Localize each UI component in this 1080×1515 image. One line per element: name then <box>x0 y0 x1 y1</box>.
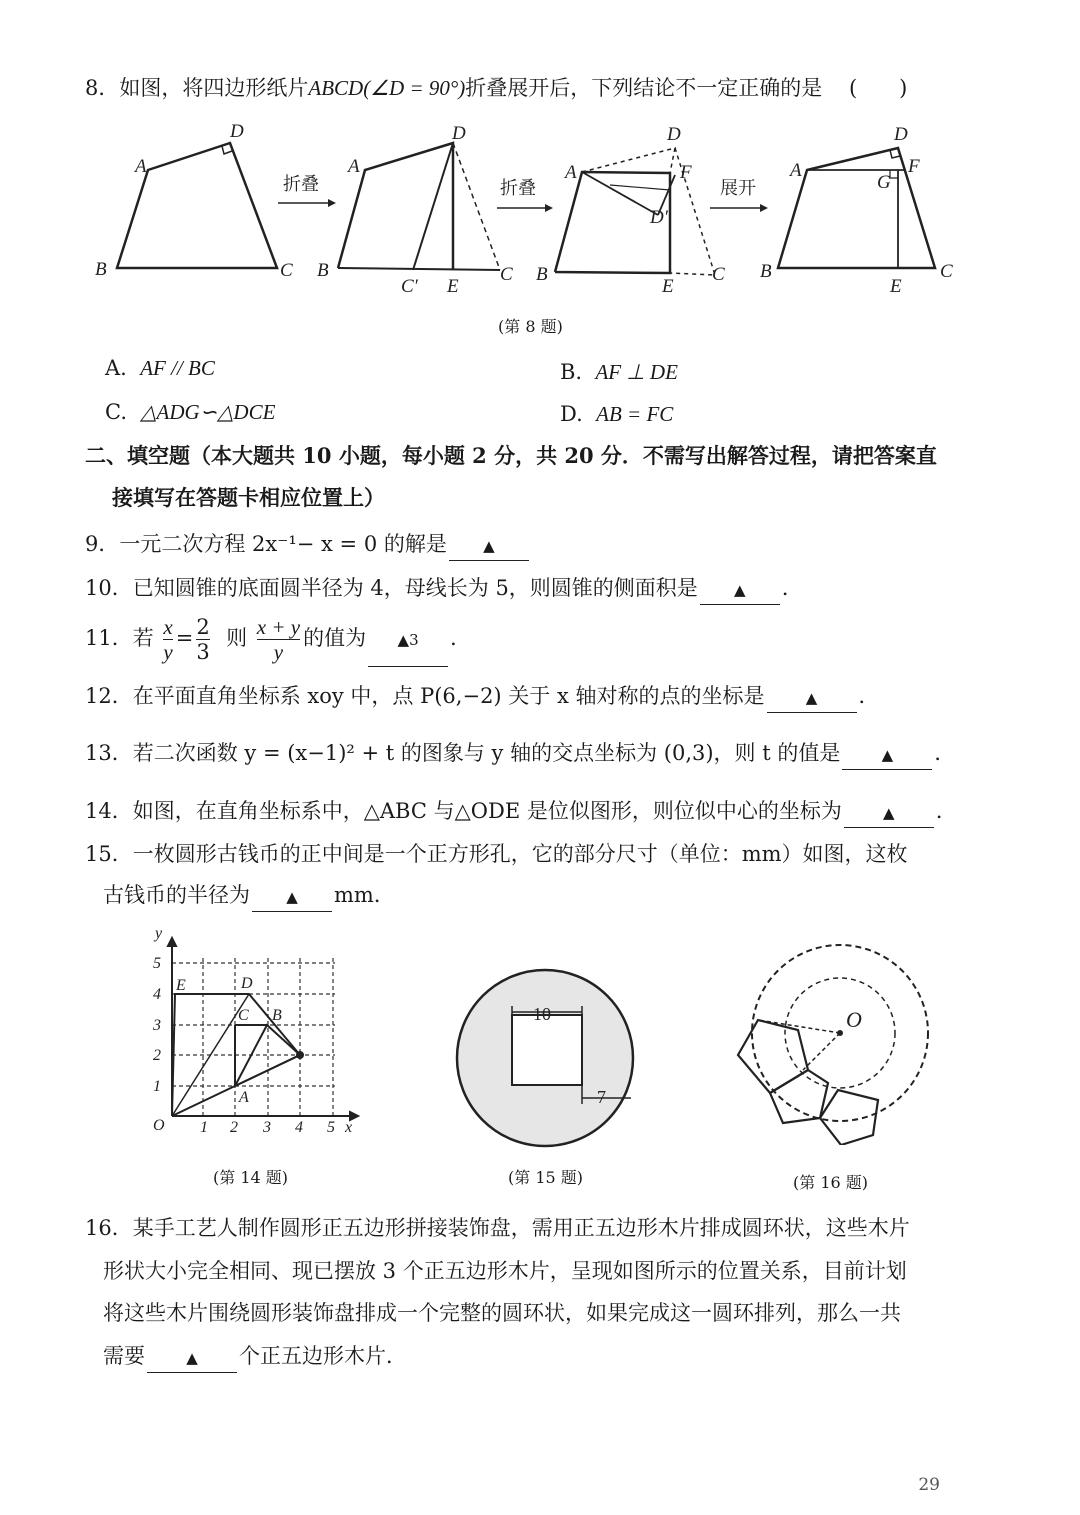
section2-title: 二、填空题（本大题共 10 小题，每小题 2 分，共 20 分．不需写出解答过程，请把答案直 <box>85 443 937 468</box>
svg-text:1: 1 <box>153 1078 161 1095</box>
svg-text:B: B <box>317 260 329 281</box>
svg-text:4: 4 <box>295 1119 303 1136</box>
svg-text:B: B <box>272 1007 282 1024</box>
q12: 12．在平面直角坐标系 xoy 中，点 P(6,−2) 关于 x 轴对称的点的坐标是 ▲ ． <box>85 682 880 713</box>
svg-text:A: A <box>135 156 147 177</box>
q11: 11．若 $\frac{x}{y}$ = $\frac{2}{3}$ 则 $\frac{x + y}{y}$ 的值为 ▲3 ． <box>85 612 471 667</box>
q13: 13．若二次函数 y = (x−1)² + t 的图象与 y 轴的交点坐标为 (0,3)，则 t 的值是 ▲ ． <box>85 739 955 770</box>
svg-text:C′: C′ <box>401 276 418 297</box>
page-number: 29 <box>918 1475 940 1495</box>
svg-text:4: 4 <box>153 986 161 1003</box>
fold-label-2: 折叠 <box>500 178 536 199</box>
svg-text:5: 5 <box>153 955 161 972</box>
q8-caption: (第 8 题) <box>498 317 563 336</box>
q8-option-d: D. AB = FC <box>560 402 674 426</box>
svg-text:C: C <box>712 264 725 285</box>
svg-text:2: 2 <box>153 1047 161 1064</box>
svg-text:F: F <box>908 156 920 177</box>
q16-line2: 形状大小完全相同、现已摆放 3 个正五边形木片，呈现如图所示的位置关系，目前计划 <box>103 1259 907 1283</box>
q16-line1: 16．某手工艺人制作圆形正五边形拼接装饰盘，需用正五边形木片排成圆环状，这些木片 <box>85 1216 910 1240</box>
svg-text:D: D <box>452 123 466 144</box>
svg-text:C: C <box>500 264 513 285</box>
svg-text:C: C <box>940 261 953 282</box>
svg-text:E: E <box>447 276 459 297</box>
q8-option-a: A. AF // BC <box>105 356 215 380</box>
q9: 9．一元二次方程 2x⁻¹− x = 0 的解是 ▲ <box>85 530 531 561</box>
svg-text:A: A <box>790 160 802 181</box>
svg-text:D: D <box>230 121 244 142</box>
q10: 10．已知圆锥的底面圆半径为 4，母线长为 5，则圆锥的侧面积是 ▲ ． <box>85 574 803 605</box>
coin-dim-7: 7 <box>597 1087 606 1107</box>
unfold-label: 展开 <box>720 178 756 199</box>
svg-text:O: O <box>153 1117 165 1134</box>
section2-title-cont: 接填写在答题卡相应位置上） <box>112 485 385 510</box>
fold-label-1: 折叠 <box>283 174 319 195</box>
svg-text:3: 3 <box>153 1017 161 1034</box>
q8-option-b: B. AF ⊥ DE <box>560 360 678 384</box>
svg-text:y: y <box>155 928 163 942</box>
svg-text:A: A <box>239 1089 249 1106</box>
svg-text:2: 2 <box>230 1119 238 1136</box>
q8-option-c: C. △ADG∽△DCE <box>105 400 276 424</box>
svg-text:D′: D′ <box>650 207 668 228</box>
svg-text:G: G <box>877 172 891 193</box>
q8-figure <box>90 120 990 320</box>
svg-text:D: D <box>894 124 908 145</box>
q14-caption: (第 14 题) <box>213 1168 289 1187</box>
svg-text:5: 5 <box>327 1119 335 1136</box>
svg-text:D: D <box>667 124 681 145</box>
q14: 14．如图，在直角坐标系中，△ABC 与△ODE 是位似图形，则位似中心的坐标为 ▲ ． <box>85 797 957 828</box>
svg-text:D: D <box>241 975 253 992</box>
svg-text:E: E <box>890 276 902 297</box>
coin-dim-10: 10 <box>533 1004 551 1024</box>
svg-text:B: B <box>536 264 548 285</box>
svg-text:A: A <box>565 162 577 183</box>
svg-text:x: x <box>345 1119 353 1136</box>
svg-text:B: B <box>95 259 107 280</box>
q15-cont: 古钱币的半径为 ▲ mm． <box>103 881 395 912</box>
svg-text:E: E <box>662 276 674 297</box>
svg-text:C: C <box>238 1007 249 1024</box>
q15-figure <box>455 960 655 1160</box>
svg-text:3: 3 <box>263 1119 271 1136</box>
q16-caption: (第 16 题) <box>793 1173 869 1192</box>
q15-caption: (第 15 题) <box>508 1168 584 1187</box>
svg-text:E: E <box>176 977 186 994</box>
q14-figure <box>145 928 365 1138</box>
q15: 15．一枚圆形古钱币的正中间是一个正方形孔，它的部分尺寸（单位：mm）如图，这枚 <box>85 842 908 866</box>
center-o: O <box>846 1007 862 1032</box>
svg-text:F: F <box>680 162 692 183</box>
svg-text:C: C <box>280 260 293 281</box>
svg-text:1: 1 <box>200 1119 208 1136</box>
svg-text:A: A <box>348 156 360 177</box>
q16-line4: 需要 ▲ 个正五边形木片． <box>103 1342 407 1373</box>
q8-stem: 8．如图，将四边形纸片ABCD(∠D = 90°)折叠展开后，下列结论不一定正确的是 ( ) <box>85 76 908 100</box>
svg-text:B: B <box>760 261 772 282</box>
q16-figure <box>728 935 958 1145</box>
q16-line3: 将这些木片围绕圆形装饰盘排成一个完整的圆环状，如果完成这一圆环排列，那么一共 <box>103 1301 901 1325</box>
